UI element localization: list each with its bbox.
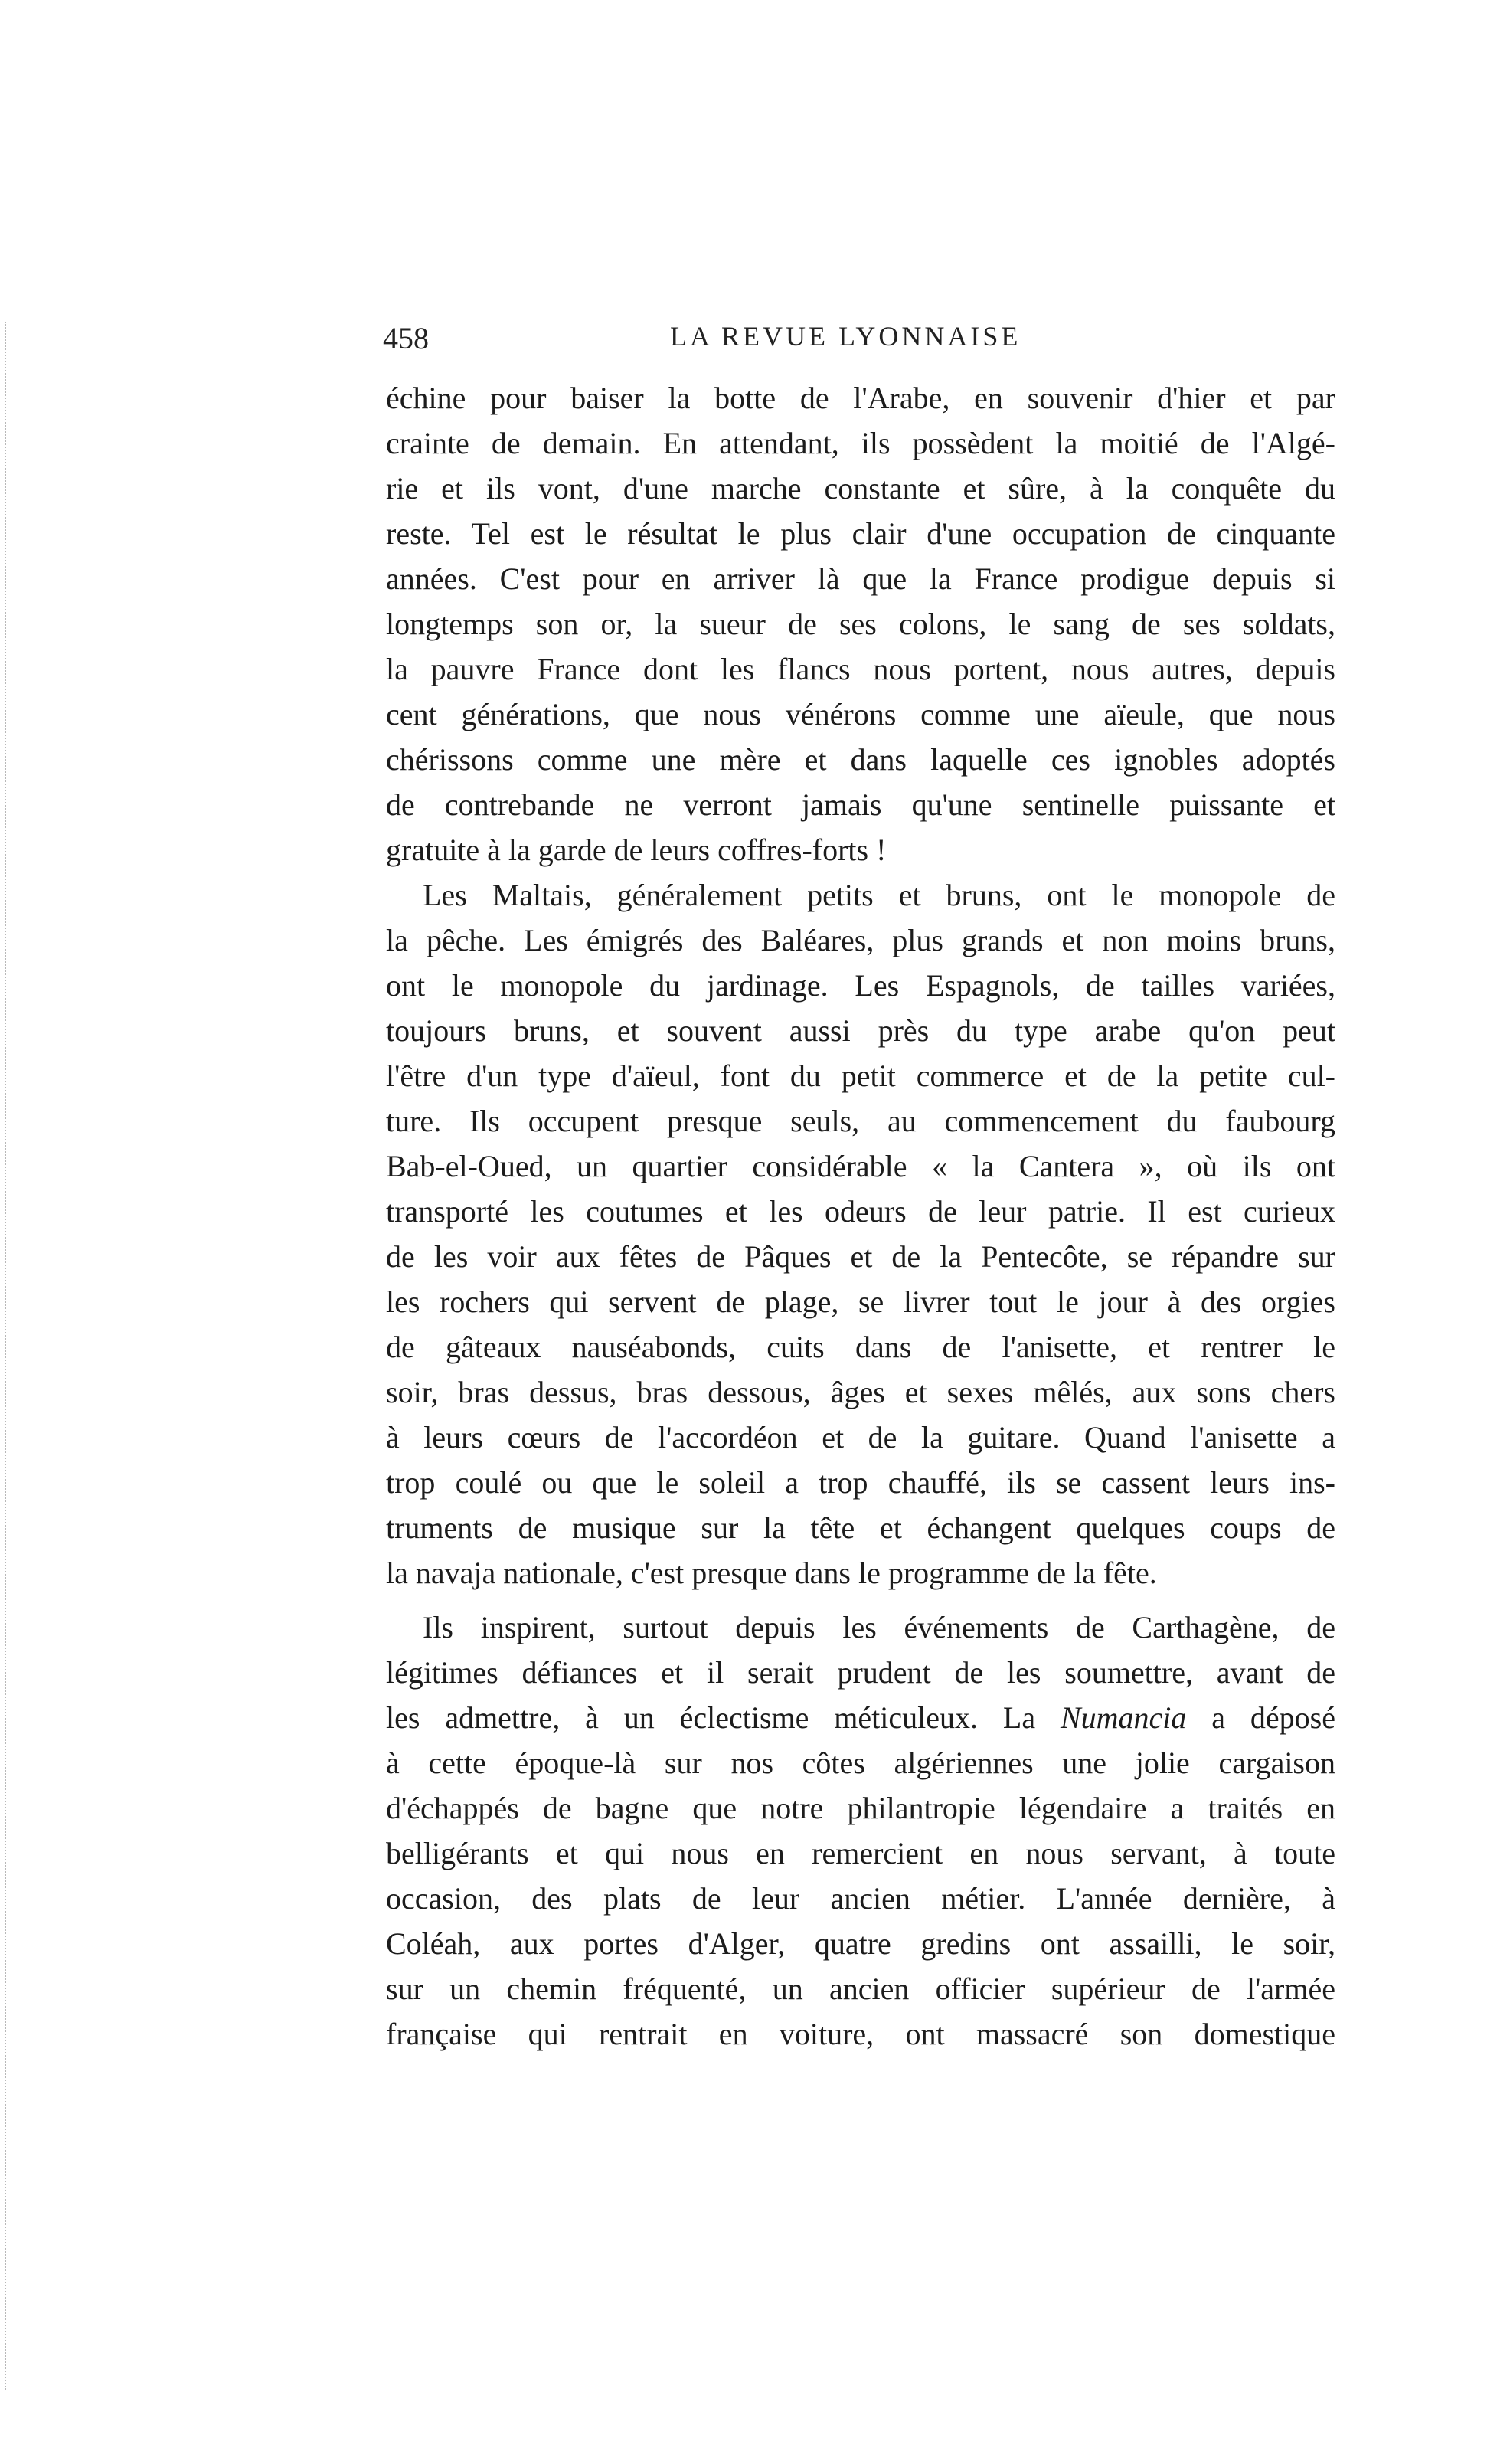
text-line: reste. Tel est le résultat le plus clair d'une occupation de cinquante bbox=[386, 516, 1335, 551]
text-line: Bab-el-Oued, un quartier considérable « la Cantera », où ils ont bbox=[386, 1149, 1335, 1183]
text-line: ture. Ils occupent presque seuls, au commencement du faubourg bbox=[386, 1104, 1335, 1138]
text-line: d'échappés de bagne que notre philantropie légendaire a traités en bbox=[386, 1791, 1335, 1825]
text-line: à leurs cœurs de l'accordéon et de la guitare. Quand l'anisette a bbox=[386, 1420, 1335, 1455]
paragraph-2 bbox=[386, 872, 1335, 1595]
text-line: chérissons comme une mère et dans laquelle ces ignobles adoptés bbox=[386, 742, 1335, 777]
text-line: à cette époque-là sur nos côtes algériennes une jolie cargaison bbox=[386, 1746, 1335, 1780]
text-line: la pêche. Les émigrés des Baléares, plus grands et non moins bruns, bbox=[386, 923, 1335, 957]
text-line: soir, bras dessus, bras dessous, âges et sexes mêlés, aux sons chers bbox=[386, 1375, 1335, 1409]
text-line: sur un chemin fréquenté, un ancien officier supérieur de l'armée bbox=[386, 1972, 1335, 2006]
text-line-with-italic bbox=[386, 1695, 1335, 1740]
text-line: échine pour baiser la botte de l'Arabe, en souvenir d'hier et par bbox=[386, 381, 1335, 415]
text-line: de gâteaux nauséabonds, cuits dans de l'anisette, et rentrer le bbox=[386, 1330, 1335, 1364]
text-line: trop coulé ou que le soleil a trop chauffé, ils se cassent leurs ins- bbox=[386, 1465, 1335, 1500]
text-line: gratuite à la garde de leurs coffres-forts ! bbox=[386, 833, 887, 867]
text-line: crainte de demain. En attendant, ils possèdent la moitié de l'Algé- bbox=[386, 426, 1335, 460]
ship-name: Numancia bbox=[1060, 1700, 1187, 1735]
text-line: les rochers qui servent de plage, se livrer tout le jour à des orgies bbox=[386, 1284, 1335, 1319]
text-line: légitimes défiances et il serait prudent de les soumettre, avant de bbox=[386, 1655, 1335, 1690]
paragraph-1 bbox=[386, 375, 1335, 872]
text-line: Coléah, aux portes d'Alger, quatre gredins ont assailli, le soir, bbox=[386, 1926, 1335, 1961]
binding-edge bbox=[5, 322, 6, 2390]
text-line: cent générations, que nous vénérons comme une aïeule, que nous bbox=[386, 697, 1335, 731]
paragraph-3 bbox=[386, 1605, 1335, 2057]
text-line: transporté les coutumes et les odeurs de leur patrie. Il est curieux bbox=[386, 1194, 1335, 1229]
text-line: toujours bruns, et souvent aussi près du type arabe qu'on peut bbox=[386, 1013, 1335, 1048]
text-segment: les admettre, à un éclectisme méticuleux. La bbox=[386, 1700, 1061, 1735]
text-line: années. C'est pour en arriver là que la France prodigue depuis si bbox=[386, 561, 1335, 596]
text-line: ont le monopole du jardinage. Les Espagnols, de tailles variées, bbox=[386, 968, 1335, 1003]
page-header bbox=[383, 320, 1355, 369]
body-text bbox=[386, 375, 1335, 2057]
page-number: 458 bbox=[383, 321, 429, 355]
text-line: truments de musique sur la tête et échangent quelques coups de bbox=[386, 1510, 1335, 1545]
text-line: l'être d'un type d'aïeul, font du petit commerce et de la petite cul- bbox=[386, 1059, 1335, 1093]
text-line: la pauvre France dont les flancs nous portent, nous autres, depuis bbox=[386, 652, 1335, 686]
text-line: Ils inspirent, surtout depuis les événements de Carthagène, de bbox=[423, 1610, 1335, 1644]
text-line: occasion, des plats de leur ancien métier. L'année dernière, à bbox=[386, 1881, 1335, 1916]
running-title: LA REVUE LYONNAISE bbox=[670, 321, 1021, 352]
text-line: de les voir aux fêtes de Pâques et de la Pentecôte, se répandre sur bbox=[386, 1239, 1335, 1274]
text-line: rie et ils vont, d'une marche constante et sûre, à la conquête du bbox=[386, 471, 1335, 506]
text-segment: a déposé bbox=[1186, 1700, 1335, 1735]
text-line: la navaja nationale, c'est presque dans le programme de la fête. bbox=[386, 1556, 1157, 1590]
text-line: de contrebande ne verront jamais qu'une sentinelle puissante et bbox=[386, 787, 1335, 822]
text-line: Les Maltais, généralement petits et bruns, ont le monopole de bbox=[423, 878, 1335, 912]
text-line: française qui rentrait en voiture, ont massacré son domestique bbox=[386, 2017, 1335, 2051]
text-line: belligérants et qui nous en remercient en nous servant, à toute bbox=[386, 1836, 1335, 1870]
text-line: longtemps son or, la sueur de ses colons, le sang de ses soldats, bbox=[386, 607, 1335, 641]
